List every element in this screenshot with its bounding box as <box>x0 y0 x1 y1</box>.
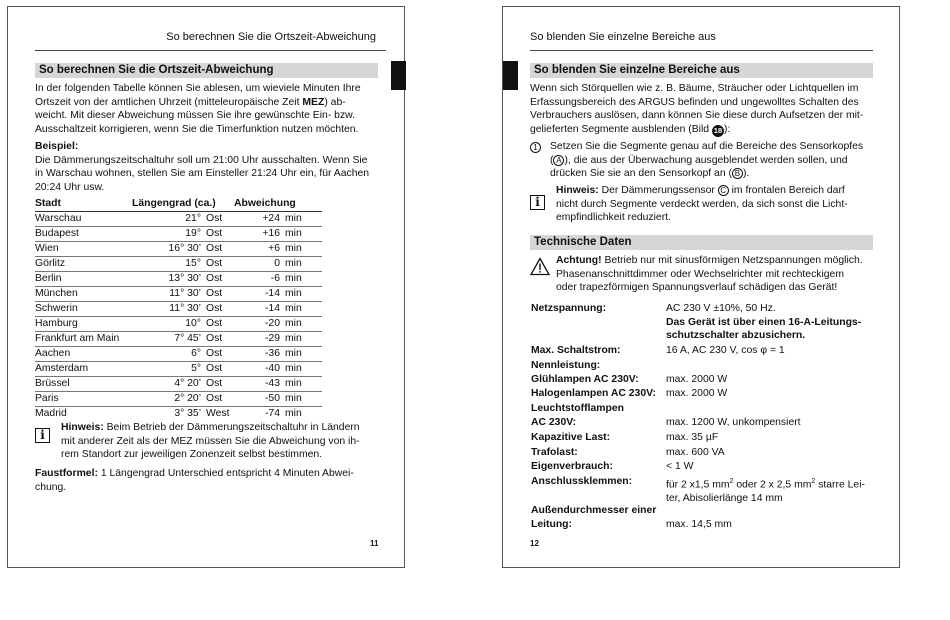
cell-longitude: 5° <box>130 362 206 377</box>
spec-value: 16 A, AC 230 V, cos φ = 1 <box>666 345 785 356</box>
text-line: rem Standort zur jeweiligen Zonenzeit selbst bestimmen. <box>61 449 323 461</box>
cell-unit: min <box>285 287 322 302</box>
table-row <box>35 362 322 377</box>
table-row <box>35 287 322 302</box>
cell-offset: -6 <box>234 272 285 287</box>
text-line: Erfassungsbereich des ARGUS befinden und ungewolltes Schalten des <box>530 96 859 108</box>
circled-number-icon: 1 <box>530 142 541 153</box>
cell-city: Frankfurt am Main <box>35 332 130 347</box>
table-row <box>35 347 322 362</box>
note-label: Hinweis: <box>556 185 599 196</box>
cell-offset: -74 <box>264 408 280 419</box>
spec-label: Glühlampen AC 230V: <box>531 374 639 385</box>
text-line <box>61 421 383 435</box>
text-span: im frontalen Bereich darf <box>728 185 845 196</box>
text-line: chung. <box>35 481 67 493</box>
cell-city: Wien <box>35 242 130 257</box>
text-line: Wenn sich Störquellen wie z. B. Bäume, Sträucher oder Lichtquellen im <box>530 83 859 94</box>
warning-block <box>556 254 878 295</box>
table-row <box>35 302 322 317</box>
spec-label-line: Leitung: <box>531 518 572 530</box>
example-block <box>35 140 380 194</box>
text-line: mit anderer Zeit als der MEZ müssen Sie die Abweichung von ih- <box>61 435 360 447</box>
cell-direction: Ost <box>206 242 234 257</box>
warning-label: Achtung! <box>556 255 602 266</box>
table-row <box>35 227 322 242</box>
section-title: So berechnen Sie die Ortszeit-Abweichung <box>35 63 378 78</box>
cell-direction: Ost <box>206 362 234 377</box>
text-line: 20:24 Uhr usw. <box>35 181 105 193</box>
table-row <box>35 317 322 332</box>
cell-city: Warschau <box>35 212 130 227</box>
cell-offset: +6 <box>234 242 285 257</box>
cell-offset: +24 <box>234 212 285 227</box>
cell-city: Berlin <box>35 272 130 287</box>
cell-unit: min <box>285 392 322 407</box>
circled-letter-icon: C <box>718 185 729 196</box>
cell-unit: min <box>285 347 322 362</box>
text-span: für 2 x1,5 mm <box>666 479 730 491</box>
cell-city: Hamburg <box>35 317 130 332</box>
cell-direction: Ost <box>206 317 234 332</box>
spec-value-line <box>666 475 881 492</box>
text-span: drücken Sie sie an den Sensorkopf an ( <box>550 168 732 180</box>
cell-longitude: 11° 30’ <box>130 302 206 317</box>
right-page <box>502 6 900 568</box>
spec-value-line: AC 230 V ±10%, 50 Hz. <box>666 303 776 314</box>
offset-table <box>35 197 322 421</box>
table-row <box>35 407 322 422</box>
text-span: Betrieb nur mit sinusförmigen Netzspannungen möglich. <box>601 255 863 266</box>
spec-label <box>531 504 681 531</box>
cell-unit: min <box>285 377 322 392</box>
cell-direction: Ost <box>206 212 234 227</box>
text-span: starre Lei- <box>815 479 865 491</box>
cell-offset: -20 <box>234 317 285 332</box>
cell-unit: min <box>285 272 322 287</box>
cell-unit: min <box>285 317 322 332</box>
cell-city: Madrid <box>35 408 67 419</box>
spec-label: Halogenlampen AC 230V: <box>531 388 656 399</box>
table-row <box>35 257 322 272</box>
circled-letter-icon: A <box>553 155 564 166</box>
spec-value <box>666 302 881 343</box>
table-row <box>35 272 322 287</box>
superscript: 2 <box>729 478 734 485</box>
spec-label: Anschlussklemmen: <box>531 476 633 487</box>
cell-longitude: 11° 30’ <box>130 287 206 302</box>
spec-label-line: AC 230V: <box>531 416 577 428</box>
spec-value: max. 2000 W <box>666 388 728 399</box>
warning-triangle-icon <box>530 257 550 276</box>
spec-label: Trafolast: <box>531 447 578 458</box>
cell-unit: min <box>285 242 322 257</box>
table-row <box>35 332 322 347</box>
text-line <box>556 184 878 198</box>
step-marker <box>530 141 541 155</box>
cell-longitude: 4° 20’ <box>130 377 206 392</box>
cell-offset: -43 <box>234 377 285 392</box>
text-line: Phasenanschnittdimmer oder Wechselrichter mit rechteckigem <box>556 268 844 280</box>
cell-direction: Ost <box>206 287 234 302</box>
column-header-offset: Abweichung <box>234 197 322 212</box>
header-rule <box>530 50 873 51</box>
cell-city: München <box>35 287 130 302</box>
intro-text <box>35 82 380 136</box>
cell-city: Schwerin <box>35 302 130 317</box>
note-label: Hinweis: <box>61 422 104 433</box>
spec-label: Nennleistung: <box>531 360 601 371</box>
text-line <box>530 123 875 137</box>
cell-city: Görlitz <box>35 257 130 272</box>
text-span: ), die aus der Überwachung ausgeblendet werden sollen, und <box>564 154 848 166</box>
cell-longitude: 21° <box>130 212 206 227</box>
cell-longitude: 10° <box>130 317 206 332</box>
intro-text <box>530 82 875 137</box>
cell-longitude: 6° <box>130 347 206 362</box>
text-span: Der Dämmerungssensor <box>598 185 718 196</box>
text-line: oder trapezförmigen Spannungsverlauf schädigen das Gerät! <box>556 282 838 294</box>
text-span: Ortszeit von der amtlichen Uhrzeit (mitteleuropäische Zeit <box>35 96 303 108</box>
example-heading: Beispiel: <box>35 141 79 152</box>
cell-unit: min <box>285 408 302 419</box>
running-header: So blenden Sie einzelne Bereiche aus <box>530 31 716 43</box>
spec-value: max. 1200 W, unkompensiert <box>666 417 801 428</box>
cell-direction: Ost <box>206 257 234 272</box>
cell-direction: Ost <box>206 332 234 347</box>
cell-direction: West <box>206 408 230 419</box>
cell-offset: -36 <box>234 347 285 362</box>
spec-value: max. 600 VA <box>666 447 725 458</box>
thumb-tab <box>503 61 518 90</box>
column-header-city: Stadt <box>35 197 130 212</box>
cell-longitude: 2° 20’ <box>130 392 206 407</box>
spec-label-line: Außendurchmesser einer <box>531 505 657 516</box>
cell-unit: min <box>285 302 322 317</box>
spec-label: Eigenverbrauch: <box>531 461 613 472</box>
text-line: In der folgenden Tabelle können Sie ablesen, um wieviele Minuten Ihre <box>35 83 361 94</box>
text-line: nicht durch Segmente verdeckt werden, da sich sonst die Licht- <box>556 198 848 210</box>
text-line <box>556 254 878 268</box>
superscript: 2 <box>811 478 816 485</box>
text-span: ). <box>742 168 750 180</box>
text-line: Ausschaltzeit korrigieren, wenn Sie die Timerfunktion nutzen möchten. <box>35 123 359 135</box>
text-line: Die Dämmerungszeitschaltuhr soll um 21:00 Uhr ausschalten. Wenn Sie <box>35 154 368 166</box>
text-line <box>35 467 380 481</box>
left-page <box>7 6 405 568</box>
spec-label: Netzspannung: <box>531 303 607 314</box>
cell-direction: Ost <box>206 392 234 407</box>
cell-unit: min <box>285 257 322 272</box>
cell-offset: -50 <box>234 392 285 407</box>
spec-label <box>531 402 666 429</box>
spec-value-line: Das Gerät ist über einen 16-A-Leitungs- <box>666 316 862 328</box>
cell-unit: min <box>285 227 322 242</box>
cell-offset: -29 <box>234 332 285 347</box>
circled-letter-icon: B <box>732 168 743 179</box>
cell-offset: -40 <box>234 362 285 377</box>
page-number: 11 <box>370 539 379 548</box>
text-line <box>35 96 380 110</box>
cell-offset: 0 <box>234 257 285 272</box>
cell-longitude: 3° 35’ <box>174 408 201 419</box>
text-span: oder 2 x 2,5 mm <box>733 479 812 491</box>
mez-emphasis: MEZ <box>302 96 325 108</box>
cell-offset: -14 <box>234 302 285 317</box>
cell-city: Brüssel <box>35 377 130 392</box>
cell-offset: -14 <box>234 287 285 302</box>
page-number: 12 <box>530 539 539 548</box>
text-span: Beim Betrieb der Dämmerungszeitschaltuhr in Ländern <box>103 422 360 433</box>
text-span: ): <box>723 123 731 135</box>
info-icon: i <box>35 428 50 443</box>
note-block <box>61 421 383 462</box>
spec-value: < 1 W <box>666 461 694 472</box>
cell-unit: min <box>285 212 322 227</box>
spec-label: Max. Schaltstrom: <box>531 345 621 356</box>
spec-value: max. 35 µF <box>666 432 719 443</box>
cell-unit: min <box>285 362 322 377</box>
spec-label-line: Leuchtstofflampen <box>531 403 624 414</box>
cell-city: Budapest <box>35 227 130 242</box>
spec-value: max. 14,5 mm <box>666 519 732 530</box>
table-row <box>35 212 322 227</box>
spec-label: Kapazitive Last: <box>531 432 611 443</box>
text-line <box>550 154 878 168</box>
spec-value: max. 2000 W <box>666 374 728 385</box>
cell-city: Amsterdam <box>35 362 130 377</box>
text-line: Verbrauchers auslösen, dann können Sie diese durch Aufsetzen der mit- <box>530 110 864 122</box>
text-span: 1 Längengrad Unterschied entspricht 4 Minuten Abwei- <box>97 468 354 479</box>
table-row <box>35 392 322 407</box>
info-icon: i <box>530 195 545 210</box>
figure-number-icon: 18 <box>713 125 723 135</box>
table-row <box>35 242 322 257</box>
section-title: So blenden Sie einzelne Bereiche aus <box>530 63 873 78</box>
cell-longitude: 13° 30’ <box>130 272 206 287</box>
cell-longitude: 19° <box>130 227 206 242</box>
running-header: So berechnen Sie die Ortszeit-Abweichung <box>166 31 376 43</box>
text-line: Setzen Sie die Segmente genau auf die Bereiche des Sensorkopfes <box>550 141 864 152</box>
cell-direction: Ost <box>206 377 234 392</box>
rule-of-thumb <box>35 467 380 494</box>
header-rule <box>35 50 386 51</box>
text-span: ( <box>550 154 554 166</box>
step-text <box>550 140 878 181</box>
spec-value-line: schutzschalter abzusichern. <box>666 330 806 342</box>
text-line <box>550 167 878 181</box>
text-line: weicht. Mit dieser Abweichung müssen Sie ihre gewünschte Ein- bzw. <box>35 110 355 122</box>
text-span: ) ab- <box>324 96 346 108</box>
text-line: empfindlichkeit reduziert. <box>556 212 671 224</box>
rule-label: Faustformel: <box>35 468 98 479</box>
text-line: in Warschau wohnen, stellen Sie am Einsteller 21:24 Uhr ein, für Aachen <box>35 168 370 180</box>
cell-unit: min <box>285 332 322 347</box>
cell-direction: Ost <box>206 227 234 242</box>
text-span: gelieferten Segmente ausblenden (Bild <box>530 123 712 135</box>
note-block <box>556 184 878 225</box>
table-row <box>35 377 322 392</box>
column-header-longitude: Längengrad (ca.) <box>130 197 234 212</box>
table-header-row <box>35 197 322 212</box>
tech-data-title: Technische Daten <box>530 235 873 250</box>
cell-longitude: 15° <box>130 257 206 272</box>
cell-longitude: 7° 45’ <box>130 332 206 347</box>
cell-city: Paris <box>35 392 130 407</box>
spec-value-line: ter, Abisolierlänge 14 mm <box>666 493 783 505</box>
cell-direction: Ost <box>206 302 234 317</box>
cell-direction: Ost <box>206 272 234 287</box>
cell-offset: +16 <box>234 227 285 242</box>
spec-value <box>666 475 881 506</box>
cell-direction: Ost <box>206 347 234 362</box>
thumb-tab <box>391 61 406 90</box>
cell-longitude: 16° 30’ <box>130 242 206 257</box>
cell-city: Aachen <box>35 347 130 362</box>
